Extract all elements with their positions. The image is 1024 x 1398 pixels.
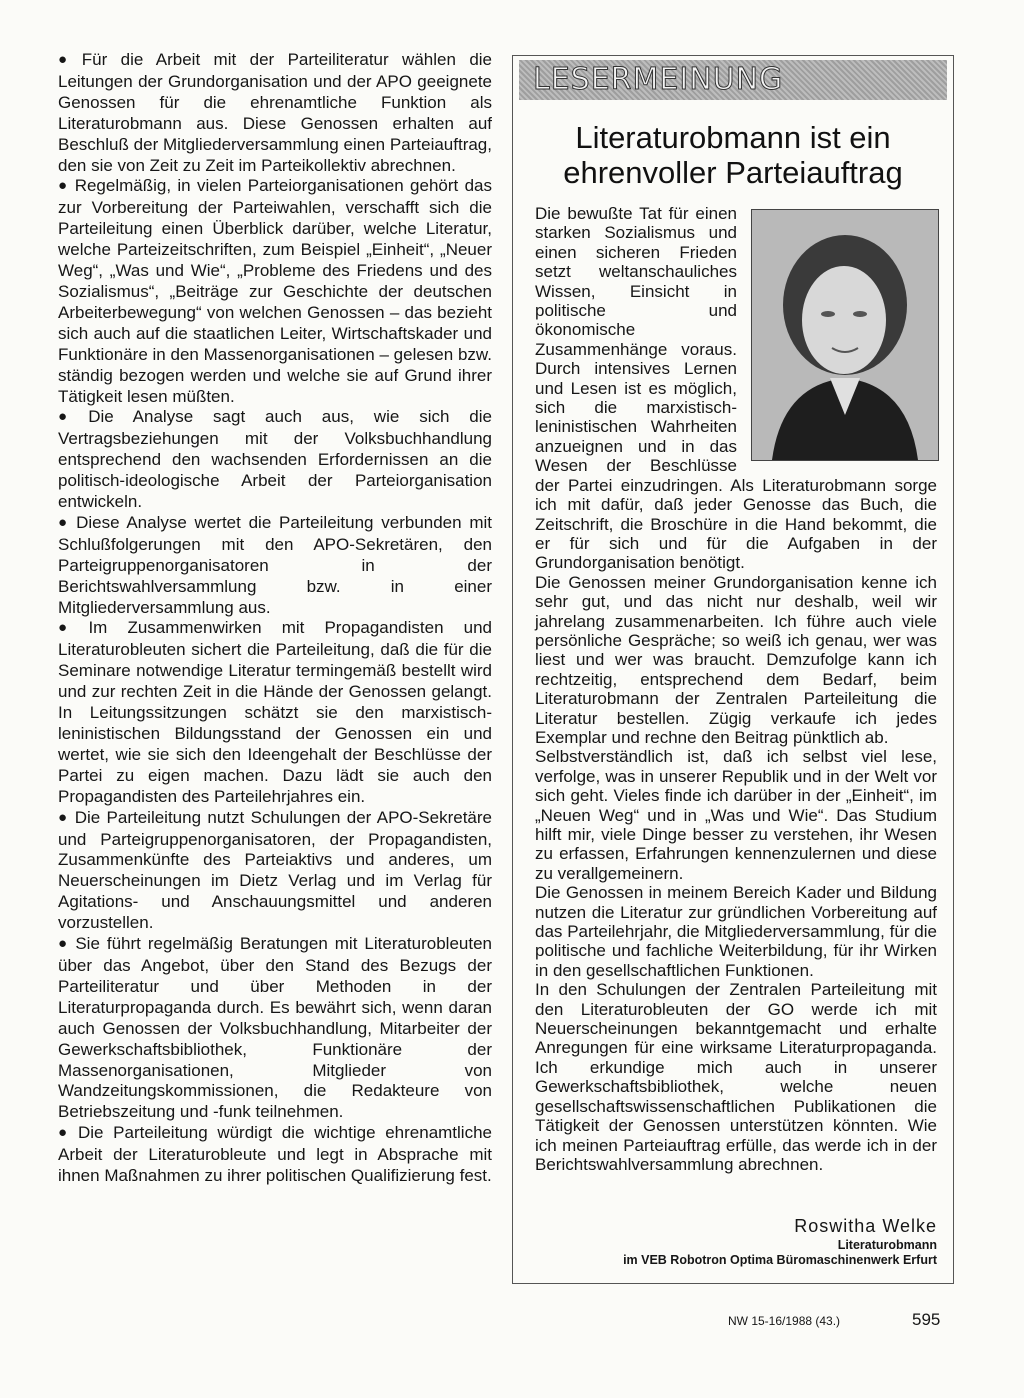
paragraph: ● Die Parteileitung nutzt Schulungen der APO-Sekretäre und Parteigruppenorganisatoren, der Propagandisten, Zusammenkünfte des Parteiaktivs und anderes, um Neuerscheinungen im Dietz Verlag und im Verlag für Agitations- und Anschauungsmittel und anderen vorzustellen. (58, 807, 492, 933)
bullet-icon: ● (58, 935, 70, 953)
paragraph: ● Die Analyse sagt auch aus, wie sich die Vertragsbeziehungen mit der Volksbuchhandlung entsprechend den wachsenden Erfordernissen an die politisch-ideologische Arbeit der Parteiorganisation entwickeln. (58, 407, 492, 512)
bullet-icon: ● (58, 408, 83, 426)
paragraph: ● Diese Analyse wertet die Parteileitung verbunden mit Schlußfolgerungen mit den APO-Sekretären, den Parteigruppenorganisatoren in der Berichtswahlversammlung bzw. in einer Mitgliederversammlung aus. (58, 512, 492, 617)
issue-reference: NW 15-16/1988 (43.) (728, 1314, 841, 1328)
paragraph: ● Im Zusammenwirken mit Propagandisten und Literaturobleuten sichert die Parteileitung, daß die für die Seminare notwendige Literatur termingemäß bestellt wird und zur rechten Zeit in die Hände der Genossen gelangt. In Leitungssitzungen schätzt sie den marxistisch-leninistischen Bildungsstand der Genossen ein und wertet, wie sie sich den Ideengehalt der Beschlüsse der Partei zu eigen machen. Dazu lädt sie auch den Propagandisten des Parteilehrjahres ein. (58, 618, 493, 806)
left-column (58, 50, 492, 1187)
bullet-icon: ● (58, 808, 69, 826)
author-role-title: Literaturobmann (837, 1238, 937, 1252)
paragraph: ● Regelmäßig, in vielen Parteiorganisationen gehört das zur Vorbereitung der Parteiwahlen, verschafft sich die Parteileitung einen Überblick darüber, welche Literatur, welche Parteizeitschriften, zum Beispiel „Einheit“, „Neuer Weg“, „Was und Wie“, „Probleme des Friedens und des Sozialismus“, „Beiträge zur Geschichte der deutschen Arbeiterbewegung“ von welchen Genossen – das bezieht sich auch auf die staatlichen Leiter, Wirtschaftskader und Funktionäre in den Massenorganisationen – gelesen bzw. ständig bezogen werden und welche sie auf Grund ihrer Tätigkeit lesen müßten. (58, 176, 492, 406)
paragraph: Die Genossen in meinem Bereich Kader und Bildung nutzen die Literatur zur gründlichen Vorbereitung auf das Parteilehrjahr, die Mitgliederversammlung, für die politische und fachliche Weiterbildung, für ihr Wirken in den gesellschaftlichen Funktionen. (535, 883, 937, 980)
banner-label: LESERMEINUNG (533, 62, 784, 97)
paragraph: ● Für die Arbeit mit der Parteiliteratur wählen die Leitungen der Grundorganisation und der APO geeignete Genossen für die ehrenamtliche Funktion als Literaturobmann aus. Diese Genossen erhalten auf Beschluß der Mitgliederversammlung einen Parteiauftrag, den sie von Zeit zu Zeit im Parteikollektiv abrechnen. (58, 50, 493, 175)
author-name: Roswitha Welke (794, 1216, 937, 1236)
bullet-icon: ● (58, 1124, 72, 1142)
section-banner (519, 60, 947, 100)
page-number: 595 (912, 1310, 941, 1329)
paragraph: ● Sie führt regelmäßig Beratungen mit Literaturobleuten über das Angebot, über den Stand des Bezugs der Parteiliteratur und über Methoden in der Literaturpropaganda durch. Es bewährt sich, wenn daran auch Genossen der Volksbuchhandlung, Mitarbeiter der Gewerkschaftsbibliothek, Funktionäre der Massenorganisationen, Mitglieder von Wandzeitungskommissionen, die Redakteure von Betriebszeitung und -funk teilnehmen. (58, 934, 492, 1122)
bullet-icon: ● (58, 513, 71, 531)
bullet-icon: ● (58, 177, 69, 195)
reader-opinion-box (512, 55, 954, 1284)
paragraph: In den Schulungen der Zentralen Parteileitung mit den Literaturobleuten der GO werde ich mit Neuerscheinungen bekanntgemacht und erhalte Anregungen für eine wirksame Literaturpropaganda. Ich erkundige mich auch in unserer Gewerkschaftsbibliothek, welche neuen gesellschaftswissenschaftlichen Publikationen die Tätigkeit der Genossen unterstützen könnten. Wie ich meinen Parteiauftrag erfülle, das werde ich in der Berichtswahlversammlung abrechnen. (535, 980, 937, 1174)
paragraph: Die bewußte Tat für einen starken Sozialismus und einen sicheren Frieden setzt weltanschauliches Wissen, Einsicht in politische und ökonomische Zusammenhänge voraus. Durch intensives Lernen und Lesen ist es möglich, sich die marxistisch-leninistischen Wahrheiten anzueignen und in das Wesen der Beschlüsse der Partei einzudringen. Als Literaturobmann sorge ich mit dafür, daß jeder Genosse das Buch, die Zeitschrift, die Broschüre in die Hand bekommt, die er für sich und für die Aufgaben in der Grundorganisation benötigt. (535, 204, 937, 573)
author-workplace: im VEB Robotron Optima Büromaschinenwerk Erfurt (623, 1253, 937, 1267)
bullet-icon: ● (58, 619, 83, 637)
paragraph: Die Genossen meiner Grundorganisation kenne ich sehr gut, und das nicht nur deshalb, weil wir jahrelang zusammenarbeiten. Ich führe auch viele persönliche Gespräche; so weiß ich genau, wer was liest und wer was braucht. Demzufolge kann ich rechtzeitig, entsprechend dem Bedarf, beim Literaturobmann der Zentralen Parteileitung die Literatur bestellen. Zügig verkaufe ich jedes Exemplar und rechne den Beitrag pünktlich ab. (535, 572, 937, 747)
author-role (623, 1238, 937, 1268)
article-body (535, 204, 937, 1174)
paragraph: ● Die Parteileitung würdigt die wichtige ehrenamtliche Arbeit der Literaturobleute und legt in Absprache mit ihnen Maßnahmen zu ihrer politischen Qualifizierung fest. (58, 1123, 492, 1186)
paragraph: Selbstverständlich ist, daß ich selbst viel lese, verfolge, was in unserer Republik und in der Welt vor sich geht. Vieles finde ich darüber in der „Einheit“, im „Neuen Weg“ und in „Was und Wie“. Das Studium hilft mir, viele Dinge besser zu verstehen, ihr Wesen zu erfassen, Erfahrungen kennenzulernen und diese zu verallgemeinern. (535, 747, 937, 883)
headline: Literaturobmann ist ein ehrenvoller Parteiauftrag (563, 120, 903, 190)
bullet-icon: ● (58, 51, 76, 68)
